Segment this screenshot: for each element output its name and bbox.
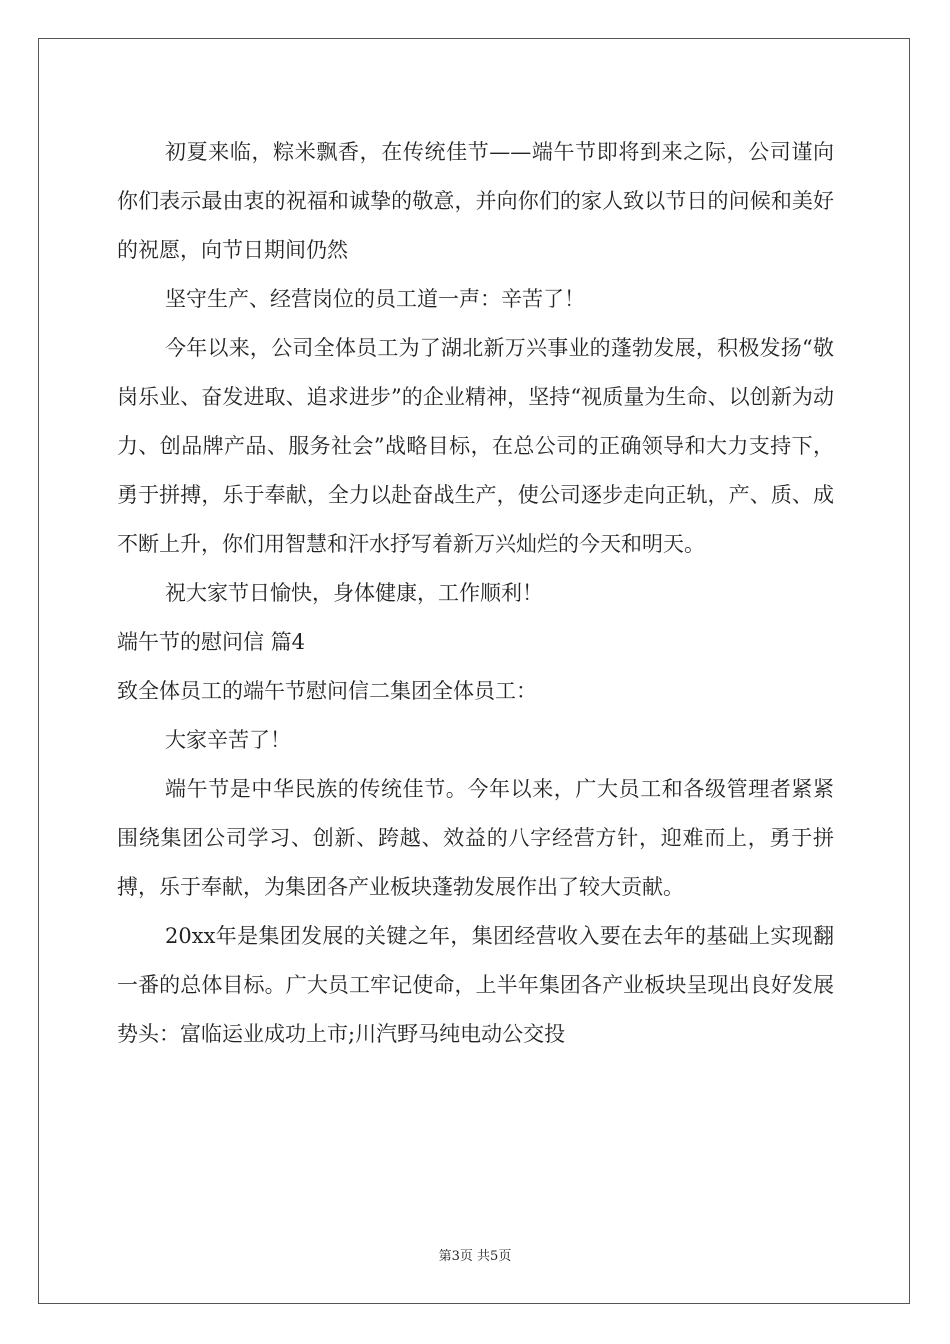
paragraph: 大家辛苦了！: [165, 728, 291, 752]
salutation: 致全体员工的端午节慰问信二集团全体员工：: [117, 679, 537, 703]
paragraph: 坚守生产、经营岗位的员工道一声：辛苦了！: [165, 287, 585, 311]
page-number-footer: 第3页 共5页: [438, 1249, 512, 1264]
paragraph: 初夏来临，粽米飘香，在传统佳节——端午节即将到来之际，公司谨向你们表示最由衷的祝福和诚挚的敬意，并向你们的家人致以节日的问候和美好的祝愿，向节日期间仍然: [117, 140, 834, 262]
paragraph: 祝大家节日愉快，身体健康，工作顺利！: [165, 581, 543, 605]
paragraph: 20xx年是集团发展的关键之年，集团经营收入要在去年的基础上实现翻一番的总体目标。广大员工牢记使命，上半年集团各产业板块呈现出良好发展势头：富临运业成功上市;川汽野马纯电动公交投: [117, 924, 834, 1046]
section-heading: 端午节的慰问信 篇4: [117, 630, 306, 654]
document-body: [117, 128, 834, 1059]
paragraph: 端午节是中华民族的传统佳节。今年以来，广大员工和各级管理者紧紧围绕集团公司学习、创新、跨越、效益的八字经营方针，迎难而上，勇于拼搏，乐于奉献，为集团各产业板块蓬勃发展作出了较大贡献。: [117, 777, 834, 899]
paragraph: 今年以来，公司全体员工为了湖北新万兴事业的蓬勃发展，积极发扬“敬岗乐业、奋发进取、追求进步”的企业精神，坚持“视质量为生命、以创新为动力、创品牌产品、服务社会”战略目标，在总公司的正确领导和大力支持下，勇于拼搏，乐于奉献，全力以赴奋战生产，使公司逐步走向正轨，产、质、成不断上升，你们用智慧和汗水抒写着新万兴灿烂的今天和明天。: [117, 336, 834, 556]
